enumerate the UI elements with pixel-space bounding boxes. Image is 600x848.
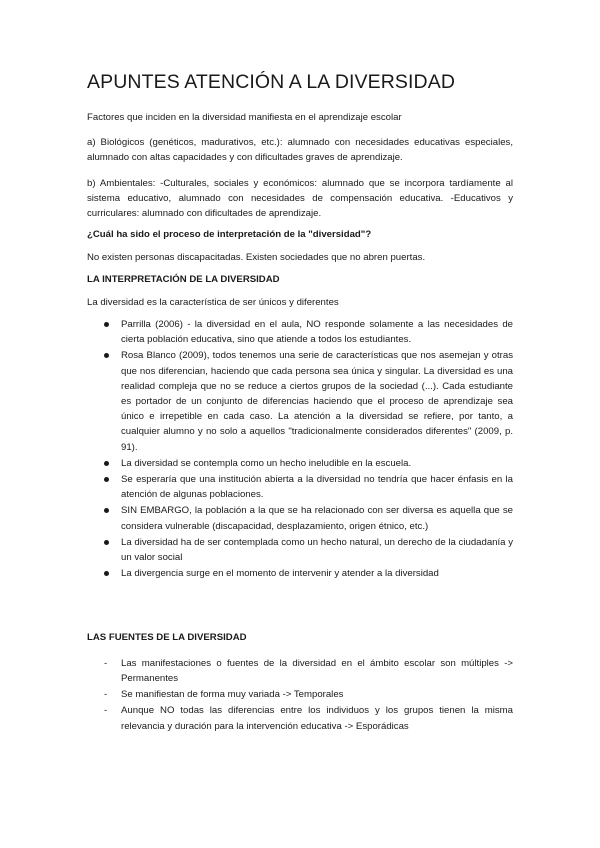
list-item-text: SIN EMBARGO, la población a la que se ha relacionado con ser diversa es aquella que se considera vulnerable (discapacidad, desplazamiento, origen étnico, etc.) bbox=[121, 505, 513, 532]
list-item-text: Aunque NO todas las diferencias entre los individuos y los grupos tienen la misma relevancia y duración para la intervención educativa -> Esporádicas bbox=[121, 705, 513, 732]
list-item bbox=[87, 687, 513, 702]
intro-text: Factores que inciden en la diversidad manifiesta en el aprendizaje escolar bbox=[87, 112, 402, 123]
list-item bbox=[87, 348, 513, 454]
list-item bbox=[87, 703, 513, 733]
list-item bbox=[87, 317, 513, 347]
section-fuentes-title: LAS FUENTES DE LA DIVERSIDAD bbox=[87, 632, 247, 644]
list-item-text: La divergencia surge en el momento de intervenir y atender a la diversidad bbox=[121, 568, 439, 580]
list-item-text: Parrilla (2006) - la diversidad en el aula, NO responde solamente a las necesidades de cierta población educativa, sino que atiende a todos los estudiantes. bbox=[121, 319, 513, 346]
factor-b-text: b) Ambientales: -Culturales, sociales y económicos: alumnado que se incorpora tardíamente al sistema educativo, alumnado con necesidades de compensación educativa. -Educativos y curriculares: alumnado con dificultades de aprendizaje. bbox=[87, 177, 513, 220]
list-item-text: Las manifestaciones o fuentes de la diversidad en el ámbito escolar son múltiples -> Permanentes bbox=[121, 657, 513, 684]
list-item bbox=[87, 456, 513, 471]
bullet-icon bbox=[104, 353, 109, 358]
list-item bbox=[87, 656, 513, 686]
fuentes-dash-list bbox=[87, 656, 513, 734]
list-item bbox=[87, 535, 513, 565]
section-interpretacion-intro: La diversidad es la característica de ser únicos y diferentes bbox=[87, 296, 339, 308]
factor-a-text: a) Biológicos (genéticos, madurativos, etc.): alumnado con necesidades educativas especiales, alumnado con altas capacidades y con dificultades graves de aprendizaje. bbox=[87, 137, 513, 164]
list-item-text: La diversidad ha de ser contemplada como un hecho natural, un derecho de la ciudadanía y un valor social bbox=[121, 536, 513, 564]
list-item-text: Se manifiestan de forma muy variada -> Temporales bbox=[121, 689, 344, 701]
interpretacion-bullet-list bbox=[87, 317, 513, 581]
list-item bbox=[87, 566, 513, 581]
bullet-icon bbox=[104, 540, 109, 545]
bullet-icon bbox=[104, 461, 109, 466]
dash-marker: - bbox=[104, 689, 108, 701]
bullet-icon bbox=[104, 477, 109, 482]
list-item bbox=[87, 472, 513, 502]
answer-text: No existen personas discapacitadas. Existen sociedades que no abren puertas. bbox=[87, 252, 426, 264]
bullet-icon bbox=[104, 571, 109, 576]
dash-marker: - bbox=[104, 705, 108, 717]
list-item bbox=[87, 503, 513, 533]
list-item-text: Se esperaría que una institución abierta a la diversidad no tendría que hacer énfasis en la atención de algunas poblaciones. bbox=[121, 474, 513, 501]
section-interpretacion-title: LA INTERPRETACIÓN DE LA DIVERSIDAD bbox=[87, 273, 280, 285]
document-title: APUNTES ATENCIÓN A LA DIVERSIDAD bbox=[87, 71, 456, 93]
bullet-icon bbox=[104, 322, 109, 327]
section-spacer bbox=[87, 582, 513, 630]
question-text: ¿Cuál ha sido el proceso de interpretación de la "diversidad"? bbox=[87, 229, 372, 241]
list-item-text: Rosa Blanco (2009), todos tenemos una serie de características que nos asemejan y otras que nos diferencian, haciendo que cada persona sea única y singular. La diversidad es una realidad compleja que no se reduce a ciertos grupos de la sociedad (...). Cada estudiante es portador de un conjunto de diferencias haciendo que el proceso de aprendizaje sea único e irrepetible en cada caso. La atención a la diversidad se refiere, por tanto, a cualquier alumno y no solo a aquellos "tradicionalmente considerados diferentes" (2009, p. 91). bbox=[121, 350, 513, 453]
dash-marker: - bbox=[104, 657, 108, 669]
list-item-text: La diversidad se contempla como un hecho ineludible en la escuela. bbox=[121, 457, 412, 469]
bullet-icon bbox=[104, 508, 109, 513]
